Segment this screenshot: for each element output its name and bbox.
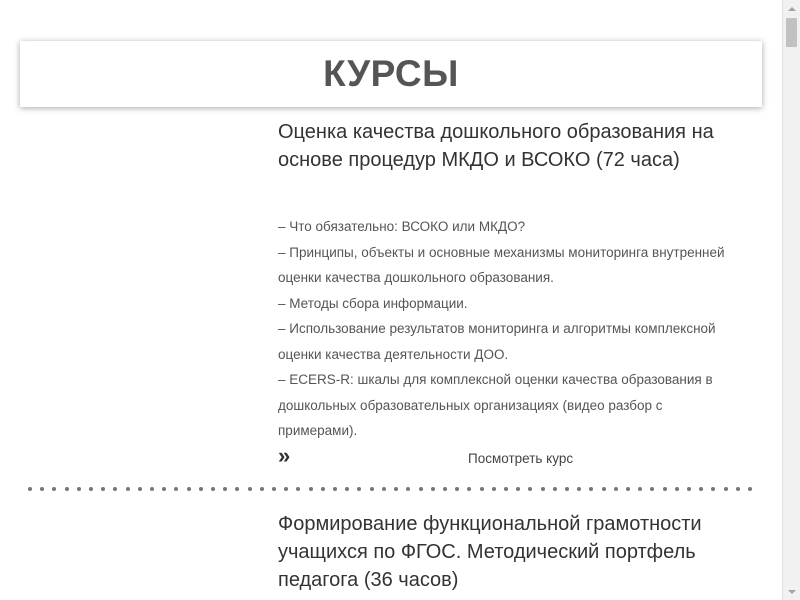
divider-dot — [260, 487, 264, 491]
divider-dot — [126, 487, 130, 491]
divider-dot — [650, 487, 654, 491]
page-header — [20, 41, 762, 107]
divider-dot — [235, 487, 239, 491]
divider-dot — [333, 487, 337, 491]
divider-dot — [187, 487, 191, 491]
divider-dot — [687, 487, 691, 491]
divider-dot — [309, 487, 313, 491]
course-description-line: дошкольных образовательных организациях (видео разбор с — [278, 397, 663, 413]
scroll-down-arrow-icon[interactable] — [783, 583, 800, 600]
divider-dot — [663, 487, 667, 491]
course-description — [278, 214, 748, 444]
divider-dot — [492, 487, 496, 491]
divider-dot — [296, 487, 300, 491]
divider-dot — [89, 487, 93, 491]
divider-dot — [467, 487, 471, 491]
divider-dot — [357, 487, 361, 491]
divider-dot — [211, 487, 215, 491]
course-description-line: – ECERS-R: шкалы для комплексной оценки качества образования в — [278, 372, 713, 387]
view-course-label[interactable]: Посмотреть курс — [468, 451, 574, 466]
view-course-link[interactable] — [278, 443, 748, 470]
divider-dot — [748, 487, 752, 491]
divider-dot — [138, 487, 142, 491]
divider-dot — [711, 487, 715, 491]
divider-dot — [602, 487, 606, 491]
course-title[interactable]: Оценка качества дошкольного образования на основе процедур МКДО и ВСОКО (72 часа) — [278, 121, 714, 171]
divider-dot — [52, 487, 56, 491]
vertical-scrollbar[interactable] — [782, 0, 800, 600]
divider-dot — [113, 487, 117, 491]
divider-dot — [162, 487, 166, 491]
divider-dot — [65, 487, 69, 491]
divider-dot — [77, 487, 81, 491]
double-chevron-right-icon: » — [278, 443, 291, 468]
divider-dot — [516, 487, 520, 491]
dotted-divider — [28, 485, 752, 493]
divider-dot — [565, 487, 569, 491]
divider-dot — [736, 487, 740, 491]
divider-dot — [321, 487, 325, 491]
scrollbar-thumb[interactable] — [786, 18, 797, 47]
course-description-line: – Что обязательно: ВСОКО или МКДО? — [278, 219, 526, 234]
divider-dot — [394, 487, 398, 491]
divider-dot — [504, 487, 508, 491]
divider-dot — [382, 487, 386, 491]
divider-dot — [699, 487, 703, 491]
divider-dot — [541, 487, 545, 491]
divider-dot — [431, 487, 435, 491]
divider-dot — [626, 487, 630, 491]
course-description-line: примерами). — [278, 423, 358, 438]
divider-dot — [638, 487, 642, 491]
divider-dot — [345, 487, 349, 491]
divider-dot — [528, 487, 532, 491]
course-title[interactable]: Формирование функциональной грамотности учащихся по ФГОС. Методический портфель педагога (36 часов) — [278, 513, 702, 591]
divider-dot — [174, 487, 178, 491]
divider-dot — [40, 487, 44, 491]
divider-dot — [480, 487, 484, 491]
divider-dot — [614, 487, 618, 491]
divider-dot — [553, 487, 557, 491]
course-description-line: оценки качества деятельности ДОО. — [278, 346, 509, 362]
divider-dot — [370, 487, 374, 491]
divider-dot — [101, 487, 105, 491]
divider-dot — [199, 487, 203, 491]
divider-dot — [223, 487, 227, 491]
course-description-line: оценки качества дошкольного образования. — [278, 270, 554, 285]
divider-dot — [589, 487, 593, 491]
course-description-line: – Принципы, объекты и основные механизмы мониторинга внутренней — [278, 244, 725, 260]
page-title: КУРСЫ — [323, 53, 459, 94]
course-card — [278, 510, 748, 594]
divider-dot — [675, 487, 679, 491]
divider-dot — [455, 487, 459, 491]
divider-dot — [248, 487, 252, 491]
divider-dot — [724, 487, 728, 491]
divider-dot — [284, 487, 288, 491]
divider-dot — [28, 487, 32, 491]
course-description-line: – Использование результатов мониторинга и алгоритмы комплексной — [278, 321, 716, 336]
scroll-up-arrow-icon[interactable] — [783, 0, 800, 17]
divider-dot — [150, 487, 154, 491]
course-description-line: – Методы сбора информации. — [278, 295, 468, 311]
divider-dot — [443, 487, 447, 491]
divider-dot — [577, 487, 581, 491]
divider-dot — [419, 487, 423, 491]
divider-dot — [272, 487, 276, 491]
course-card — [278, 118, 748, 444]
divider-dot — [406, 487, 410, 491]
